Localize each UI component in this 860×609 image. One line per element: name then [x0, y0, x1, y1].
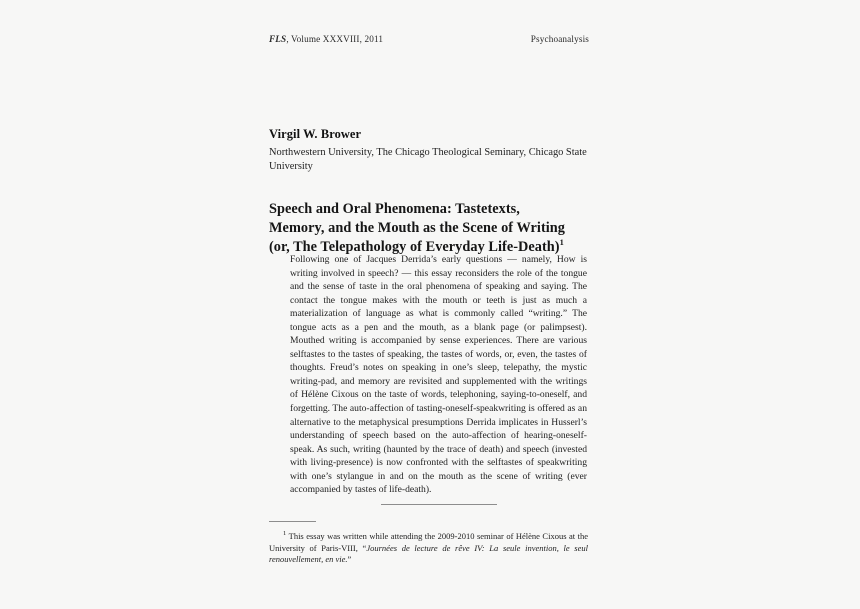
article-title-line-2: Memory, and the Mouth as the Scene of Writing: [269, 219, 565, 236]
running-head-volume: , Volume XXXVIII, 2011: [286, 34, 384, 44]
author-name: Virgil W. Brower: [269, 127, 362, 141]
abstract-paragraph: Following one of Jacques Derrida’s early questions — namely, How is writing involved in speech? — this essay reconsiders the role of the tongue and the sense of taste in the oral phenomena of speaking and saying. The contact the tongue makes with the mouth or teeth is just as much a materialization of language as what is commonly called “writing.” The tongue acts as a pen and the mouth, as a blank page (or palimpsest). Mouthed writing is accompanied by sense experiences. There are various selftastes to the tastes of speaking, the tastes of words, or, even, the tastes of thoughts. Freud’s notes on speaking in one’s sleep, telepathy, the mystic writing-pad, and memory are revisited and supplemented with the writings of Hélène Cixous on the taste of words, telephoning, saying-to-oneself, and forgetting. The auto-affection of tasting-oneself-speakwriting is offered as an alternative to the metaphysical presumptions Derrida implicates in Husserl’s understanding of speech based on the auto-affection of hearing-oneself-speak. As such, writing (haunted by the trace of death) and speech (invested with living-presence) is now confronted with the selftastes of speakwriting with one’s stylangue in and on the mouth as the scene of writing (ever accompanied by tastes of life-death).: [290, 254, 587, 496]
article-title-line-1: Speech and Oral Phenomena: Tastetexts,: [269, 200, 520, 217]
footnote-text-after: ”: [347, 554, 352, 565]
footnote-item: [269, 531, 588, 566]
footnote-separator-rule: [269, 521, 316, 522]
journal-abbreviation: FLS: [269, 34, 287, 44]
article-title-line-3: (or, The Telepathology of Everyday Life-Death): [269, 239, 560, 256]
title-footnote-reference[interactable]: 1: [559, 238, 564, 248]
running-head-section: Psychoanalysis: [530, 34, 589, 44]
article-title: [269, 200, 609, 258]
footnote-text-before: This essay was written while attending the 2009-2010 seminar of Hélène Cixous at the University of Paris-VIII, “: [269, 531, 588, 553]
footnote-number: 1: [283, 530, 287, 538]
running-head-citation: [269, 34, 383, 44]
footnote-area: [269, 531, 588, 566]
running-head: [269, 34, 588, 44]
footnote-cited-title: Journées de lecture de rêve IV: La seule invention, le seul renouvellement, en vie.: [269, 542, 589, 565]
section-divider-rule: [381, 504, 497, 505]
abstract: [290, 253, 587, 497]
author-affiliation: Northwestern University, The Chicago Theological Seminary, Chicago State University: [269, 147, 587, 173]
